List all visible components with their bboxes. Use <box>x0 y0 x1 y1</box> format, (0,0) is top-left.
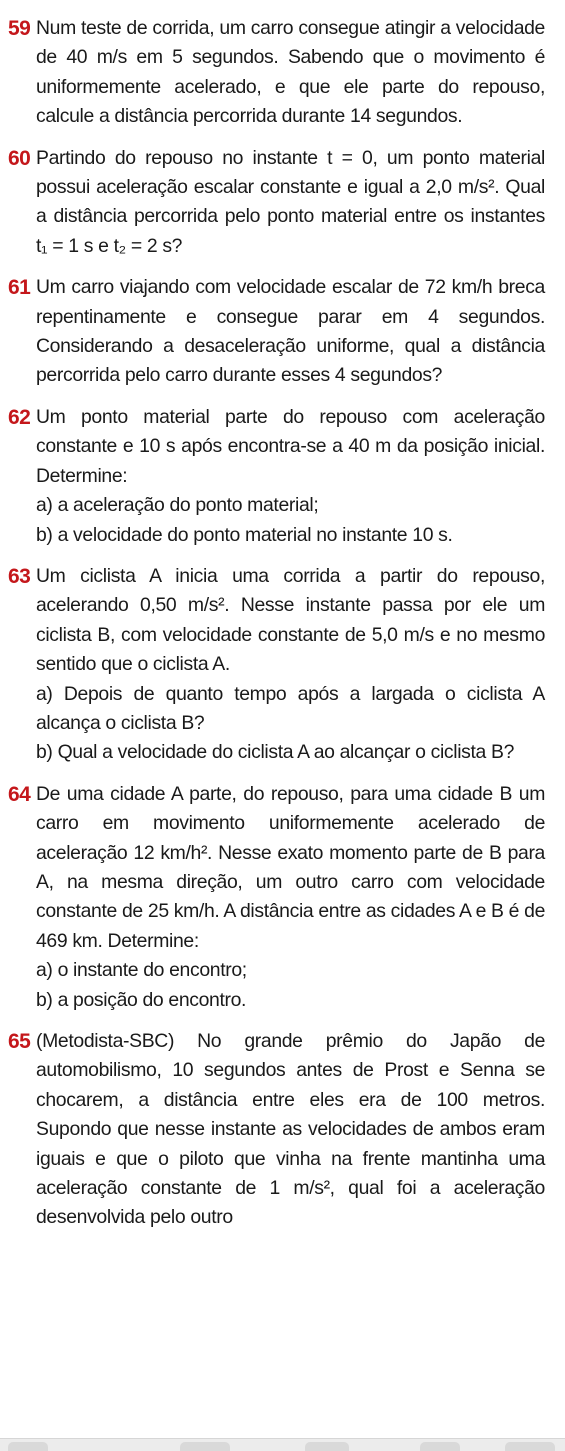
question-text: Partindo do repouso no instante t = 0, um ponto material possui aceleração escalar constante e igual a 2,0 m/s². Qual a distância percorrida pelo ponto material entre os instantes t₁ = 1 s e t₂ = 2 s? <box>36 146 545 257</box>
question-number: 65 <box>8 1030 31 1053</box>
question-number: 60 <box>8 146 31 170</box>
question-item: a) a aceleração do ponto material; <box>36 494 319 517</box>
question-text: Um carro viajando com velocidade escalar de 72 km/h breca repentinamente e consegue parar em 4 segundos. Considerando a desaceleração uniforme, qual a distância percorrida pelo carro durante esses 4 segundos? <box>36 276 545 387</box>
question-number: 59 <box>8 17 31 40</box>
question-64 <box>8 780 545 1015</box>
question-62 <box>8 403 545 550</box>
question-items <box>36 491 545 550</box>
question-text: Um ciclista A inicia uma corrida a partir do repouso, acelerando 0,50 m/s². Nesse instante passa por ele um ciclista B, com velocidade constante de 5,0 m/s e no mesmo sentido que o ciclista A. <box>36 564 545 676</box>
toolbar-tab[interactable] <box>8 1442 48 1451</box>
question-number: 62 <box>8 405 31 429</box>
question-item: b) Qual a velocidade do ciclista A ao alcançar o ciclista B? <box>36 741 515 764</box>
question-items <box>36 956 545 1015</box>
bottom-toolbar <box>0 1438 565 1451</box>
question-text: Num teste de corrida, um carro consegue atingir a velocidade de 40 m/s em 5 segundos. Sabendo que o movimento é uniformemente acelerado, e que ele parte do repouso, calcule a distância percorrida durante 14 segundos. <box>36 17 545 128</box>
question-item: a) o instante do encontro; <box>36 959 247 982</box>
toolbar-tab[interactable] <box>180 1442 230 1451</box>
question-number: 64 <box>8 782 31 806</box>
question-items <box>36 680 545 768</box>
question-item: b) a posição do encontro. <box>36 988 247 1011</box>
toolbar-tab[interactable] <box>305 1442 349 1451</box>
question-60 <box>8 144 545 262</box>
question-text: (Metodista-SBC) No grande prêmio do Japão de automobilismo, 10 segundos antes de Prost e Senna se chocarem, a distância entre eles era de 100 metros. Supondo que nesse instante as velocidades de ambos eram iguais e que o piloto que vinha na frente mantinha uma aceleração constante de 1 m/s², qual foi a aceleração desenvolvida pelo outro <box>36 1030 545 1229</box>
question-number: 61 <box>8 276 31 300</box>
question-text: Um ponto material parte do repouso com aceleração constante e 10 s após encontra-se a 40 m da posição inicial. Determine: <box>36 405 545 487</box>
question-61 <box>8 273 545 391</box>
toolbar-tab[interactable] <box>420 1442 460 1451</box>
question-63 <box>8 562 545 768</box>
question-number: 63 <box>8 564 31 588</box>
toolbar-tab[interactable] <box>505 1442 555 1451</box>
question-item: b) a velocidade do ponto material no instante 10 s. <box>36 523 453 546</box>
question-59 <box>8 14 545 132</box>
question-item: a) Depois de quanto tempo após a largada o ciclista A alcança o ciclista B? <box>36 682 545 734</box>
question-65 <box>8 1027 545 1233</box>
question-text: De uma cidade A parte, do repouso, para uma cidade B um carro em movimento uniformemente acelerado de aceleração 12 km/h². Nesse exato momento parte de B para A, na mesma direção, um outro carro com velocidade constante de 25 km/h. A distância entre as cidades A e B é de 469 km. Determine: <box>36 782 546 952</box>
